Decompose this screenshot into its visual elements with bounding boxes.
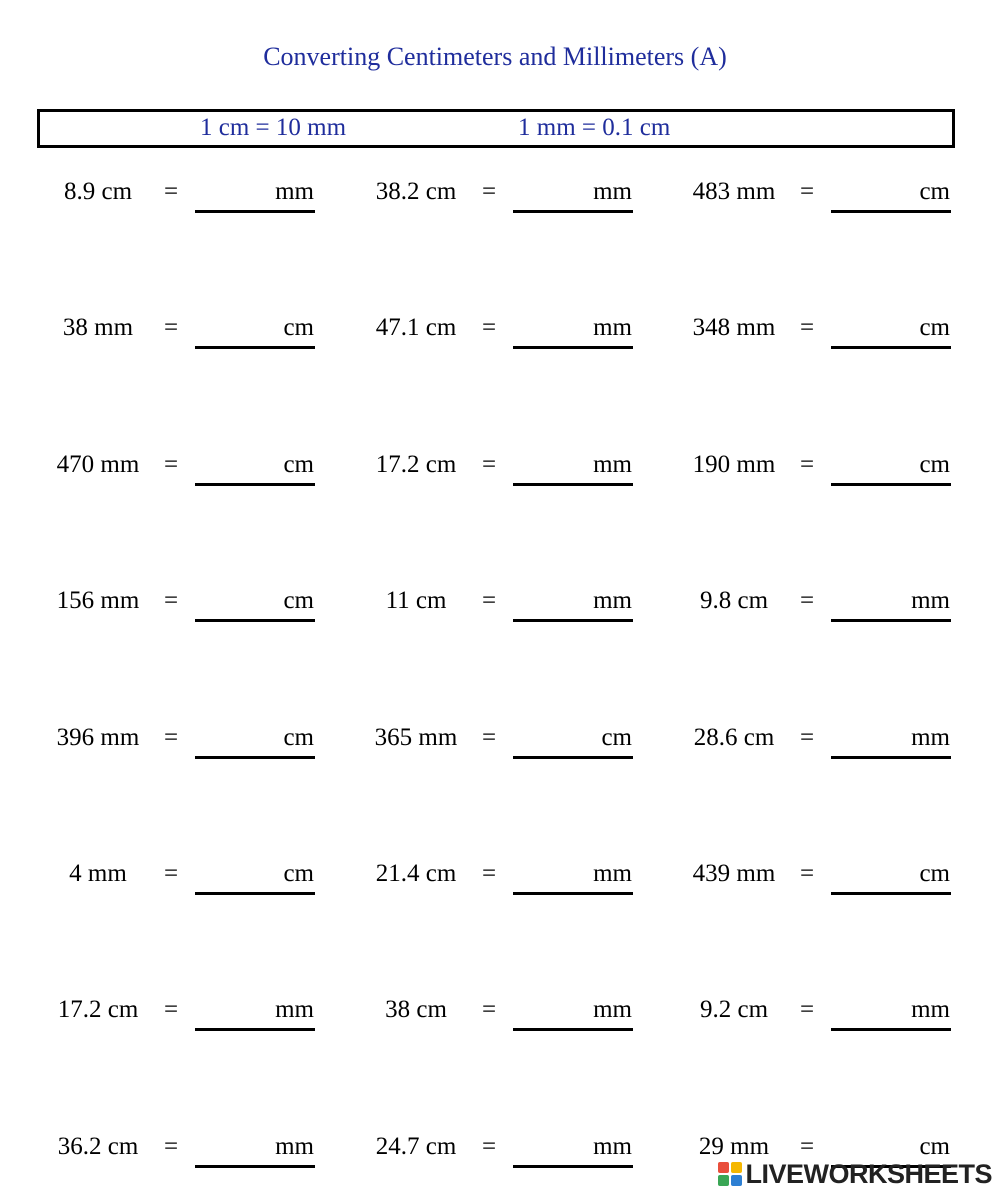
answer-unit: mm	[593, 860, 632, 887]
answer-unit: mm	[593, 996, 632, 1023]
conversion-problem	[684, 172, 954, 222]
equals-sign: =	[164, 451, 179, 478]
answer-blank[interactable]	[513, 862, 633, 895]
answer-blank[interactable]	[195, 1135, 315, 1168]
answer-blank[interactable]	[831, 998, 951, 1031]
logo-tile	[718, 1175, 729, 1186]
answer-unit: mm	[593, 1133, 632, 1160]
answer-blank[interactable]	[513, 998, 633, 1031]
equals-sign: =	[800, 724, 815, 751]
conversion-problem	[684, 581, 954, 631]
given-measurement: 47.1 cm	[375, 314, 457, 341]
conversion-problem	[48, 445, 318, 495]
conversion-problem	[684, 990, 954, 1040]
given-measurement: 29 mm	[698, 1133, 770, 1160]
reference-mm-to-cm: 1 mm = 0.1 cm	[518, 114, 671, 141]
equals-sign: =	[164, 1133, 179, 1160]
liveworksheets-logo-icon	[718, 1162, 742, 1186]
equals-sign: =	[482, 314, 497, 341]
answer-unit: cm	[283, 314, 314, 341]
answer-unit: mm	[275, 996, 314, 1023]
logo-tile	[718, 1162, 729, 1173]
given-measurement: 11 cm	[385, 587, 447, 614]
given-measurement: 9.8 cm	[699, 587, 769, 614]
answer-blank[interactable]	[513, 316, 633, 349]
equals-sign: =	[482, 587, 497, 614]
equals-sign: =	[482, 996, 497, 1023]
conversion-problem	[366, 308, 636, 358]
answer-unit: cm	[283, 587, 314, 614]
answer-unit: mm	[593, 314, 632, 341]
worksheet-title: Converting Centimeters and Millimeters (A)	[263, 42, 727, 71]
answer-unit: mm	[275, 1133, 314, 1160]
conversion-problem	[48, 308, 318, 358]
answer-unit: mm	[275, 178, 314, 205]
equals-sign: =	[164, 587, 179, 614]
equals-sign: =	[164, 724, 179, 751]
given-measurement: 365 mm	[374, 724, 458, 751]
answer-blank[interactable]	[195, 180, 315, 213]
answer-blank[interactable]	[195, 589, 315, 622]
conversion-problem	[366, 718, 636, 768]
given-measurement: 36.2 cm	[57, 1133, 139, 1160]
given-measurement: 28.6 cm	[693, 724, 775, 751]
reference-cm-to-mm: 1 cm = 10 mm	[200, 114, 347, 141]
equals-sign: =	[482, 1133, 497, 1160]
liveworksheets-branding	[718, 1159, 992, 1189]
answer-blank[interactable]	[195, 998, 315, 1031]
given-measurement: 17.2 cm	[57, 996, 139, 1023]
equals-sign: =	[482, 860, 497, 887]
conversion-problem	[48, 990, 318, 1040]
equals-sign: =	[800, 996, 815, 1023]
answer-blank[interactable]	[513, 180, 633, 213]
conversion-problem	[366, 1127, 636, 1177]
answer-blank[interactable]	[831, 180, 951, 213]
equals-sign: =	[482, 724, 497, 751]
given-measurement: 8.9 cm	[63, 178, 133, 205]
conversion-problem	[366, 990, 636, 1040]
given-measurement: 4 mm	[69, 860, 127, 887]
answer-blank[interactable]	[513, 589, 633, 622]
answer-blank[interactable]	[831, 862, 951, 895]
equals-sign: =	[164, 314, 179, 341]
conversion-problem	[48, 1127, 318, 1177]
answer-unit: cm	[919, 1133, 950, 1160]
given-measurement: 190 mm	[692, 451, 776, 478]
answer-unit: mm	[911, 724, 950, 751]
answer-blank[interactable]	[513, 453, 633, 486]
conversion-problem	[684, 445, 954, 495]
answer-unit: mm	[593, 451, 632, 478]
answer-unit: cm	[601, 724, 632, 751]
given-measurement: 156 mm	[56, 587, 140, 614]
answer-blank[interactable]	[513, 1135, 633, 1168]
given-measurement: 38.2 cm	[375, 178, 457, 205]
equals-sign: =	[800, 178, 815, 205]
answer-unit: mm	[911, 587, 950, 614]
equals-sign: =	[164, 860, 179, 887]
conversion-problem	[366, 172, 636, 222]
equals-sign: =	[800, 1133, 815, 1160]
answer-blank[interactable]	[195, 316, 315, 349]
equals-sign: =	[800, 860, 815, 887]
equals-sign: =	[800, 451, 815, 478]
given-measurement: 483 mm	[692, 178, 776, 205]
conversion-problem	[366, 445, 636, 495]
answer-blank[interactable]	[195, 862, 315, 895]
logo-tile	[731, 1162, 742, 1173]
conversion-problem	[684, 854, 954, 904]
answer-blank[interactable]	[831, 453, 951, 486]
given-measurement: 9.2 cm	[699, 996, 769, 1023]
answer-blank[interactable]	[195, 453, 315, 486]
conversion-problem	[366, 581, 636, 631]
conversion-problem	[684, 308, 954, 358]
answer-unit: cm	[919, 451, 950, 478]
conversion-problem	[48, 172, 318, 222]
given-measurement: 24.7 cm	[375, 1133, 457, 1160]
given-measurement: 439 mm	[692, 860, 776, 887]
answer-unit: mm	[911, 996, 950, 1023]
given-measurement: 348 mm	[692, 314, 776, 341]
conversion-problem	[48, 718, 318, 768]
given-measurement: 21.4 cm	[375, 860, 457, 887]
equals-sign: =	[482, 451, 497, 478]
answer-unit: cm	[919, 178, 950, 205]
logo-tile	[731, 1175, 742, 1186]
answer-blank[interactable]	[831, 589, 951, 622]
conversion-problem	[48, 581, 318, 631]
equals-sign: =	[164, 178, 179, 205]
answer-unit: mm	[593, 178, 632, 205]
given-measurement: 17.2 cm	[375, 451, 457, 478]
conversion-problem	[366, 854, 636, 904]
answer-blank[interactable]	[831, 726, 951, 759]
given-measurement: 38 mm	[62, 314, 134, 341]
conversion-problem	[684, 718, 954, 768]
answer-unit: cm	[919, 860, 950, 887]
given-measurement: 38 cm	[385, 996, 447, 1023]
equals-sign: =	[800, 314, 815, 341]
answer-blank[interactable]	[513, 726, 633, 759]
answer-blank[interactable]	[195, 726, 315, 759]
conversion-problem	[48, 854, 318, 904]
equals-sign: =	[482, 178, 497, 205]
equals-sign: =	[164, 996, 179, 1023]
answer-unit: cm	[919, 314, 950, 341]
answer-blank[interactable]	[831, 316, 951, 349]
answer-unit: mm	[593, 587, 632, 614]
given-measurement: 396 mm	[56, 724, 140, 751]
answer-unit: cm	[283, 724, 314, 751]
brand-text: LIVEWORKSHEETS	[745, 1158, 992, 1189]
equals-sign: =	[800, 587, 815, 614]
given-measurement: 470 mm	[56, 451, 140, 478]
answer-unit: cm	[283, 860, 314, 887]
answer-unit: cm	[283, 451, 314, 478]
conversion-reference-box	[37, 109, 955, 148]
